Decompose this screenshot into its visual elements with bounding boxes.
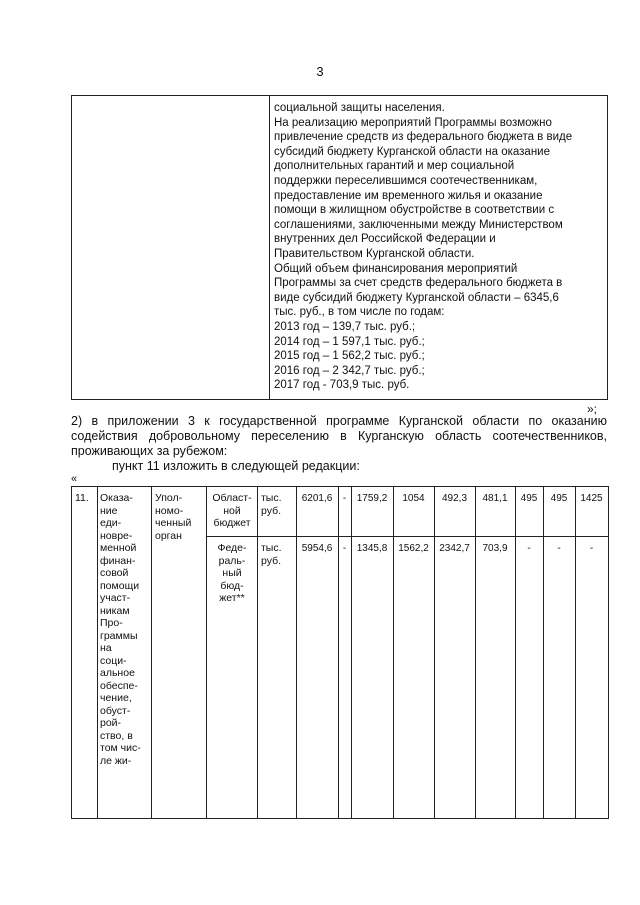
value-total: 6201,6 — [301, 493, 333, 504]
text-line: Общий объем финансирования мероприятий — [274, 262, 518, 275]
text-line: социальной защиты населения. — [274, 102, 445, 114]
text-line: внутренних дел Российской Федерации и — [274, 233, 496, 246]
measure-line: рой- — [100, 717, 122, 729]
measure-line: обеспе- — [100, 679, 138, 692]
text-line: соглашениями, заключенными между Министерством — [274, 218, 563, 231]
text-line: 2014 год – 1 597,1 тыс. руб.; — [274, 335, 425, 348]
unit — [261, 542, 282, 567]
text-line: субсидий бюджету Курганской области на оказание — [274, 145, 550, 158]
text-line: 2015 год – 1 562,2 тыс. руб.; — [274, 350, 425, 363]
source-line: жет** — [219, 592, 245, 604]
measure-line: обуст- — [100, 704, 131, 717]
closing-quote: »; — [587, 402, 598, 416]
value-year: - — [527, 543, 531, 554]
executor-line: орган — [155, 529, 182, 542]
source-line: бюджет — [213, 517, 251, 529]
unit-line: руб. — [261, 554, 282, 567]
text-line: виде субсидий бюджету Курганской области – 6345,6 — [274, 291, 559, 304]
measure-line: никам — [100, 604, 130, 617]
program-info-table — [71, 95, 608, 400]
measure-line: еди- — [100, 517, 122, 529]
value-year: 1759,2 — [356, 493, 388, 504]
measure-line: помощи — [100, 579, 140, 592]
measure-line: Про- — [100, 617, 123, 629]
value-year: - — [342, 543, 347, 554]
executor-line: ченный — [155, 517, 192, 529]
source-line: ный — [222, 567, 242, 579]
text-line: На реализацию мероприятий Программы возможно — [274, 116, 552, 129]
executor-line: Упол- — [155, 492, 183, 504]
executor-line: номо- — [155, 504, 184, 517]
value-year: 492,3 — [441, 493, 468, 504]
measure-line: альное — [100, 667, 135, 679]
measure-line: Оказа- — [100, 492, 133, 504]
measure-line: чение, — [100, 692, 132, 704]
page-number: 3 — [316, 64, 324, 79]
unit-line: руб. — [261, 504, 282, 517]
column-divider — [269, 96, 270, 399]
value-year: 1562,2 — [398, 543, 429, 554]
value-year: 2342,7 — [439, 543, 470, 554]
value-year: 703,9 — [482, 543, 508, 554]
text-line: помощи в жилищном обустройстве в соответствии с — [274, 204, 555, 217]
funding-source — [207, 492, 257, 530]
row-number: 11. — [75, 492, 89, 504]
measure-description — [100, 492, 150, 767]
text-line: 2016 год – 2 342,7 тыс. руб.; — [274, 364, 425, 377]
paragraph-line-3: проживающих за рубежом: — [71, 444, 228, 458]
measure-line: финан- — [100, 554, 136, 567]
source-line: бюд- — [220, 579, 244, 592]
measure-line: ние — [100, 504, 118, 517]
text-line: Правительством Курганской области. — [274, 247, 475, 260]
row-divider — [206, 536, 608, 537]
funding-row-table — [71, 486, 609, 819]
measure-line: том чис- — [100, 742, 141, 754]
value-year: - — [342, 493, 347, 504]
measure-line: соци- — [100, 654, 127, 667]
source-line: раль- — [218, 554, 246, 567]
value-year: 1425 — [580, 493, 603, 504]
column-divider — [97, 487, 98, 818]
paragraph-line-1: 2) в приложении 3 к государственной программе Курганской области по оказанию — [71, 414, 607, 428]
measure-line: ство, в — [100, 729, 133, 742]
value-year: 1345,8 — [356, 543, 388, 554]
text-line: поддержки переселившимся соотечественникам, — [274, 174, 538, 187]
unit — [261, 492, 282, 517]
source-line: Феде- — [217, 542, 247, 554]
column-divider — [151, 487, 152, 818]
measure-line: новре- — [100, 529, 133, 542]
text-line: дополнительных гарантий и мер социальной — [274, 160, 515, 173]
executor — [155, 492, 205, 542]
source-line: ной — [223, 504, 241, 517]
value-year: 1054 — [402, 493, 425, 504]
measure-line: граммы — [100, 629, 138, 642]
measure-line: участ- — [100, 592, 131, 604]
funding-source — [207, 542, 257, 605]
value-year: 495 — [550, 493, 568, 504]
text-line: привлечение средств из федерального бюджета в виде — [274, 131, 573, 144]
text-line: 2017 год - 703,9 тыс. руб. — [274, 379, 410, 392]
measure-line: ле жи- — [100, 754, 132, 767]
value-year: - — [589, 543, 594, 554]
text-line: предоставление им временного жилья и оказание — [274, 189, 543, 202]
value-year: 495 — [520, 493, 538, 504]
program-info-text — [274, 101, 604, 393]
paragraph-line-4: пункт 11 изложить в следующей редакции: — [112, 459, 360, 473]
unit-line: тыс. — [261, 542, 282, 554]
text-line: тыс. руб., в том числе по годам: — [274, 306, 445, 319]
value-year: 481,1 — [482, 493, 508, 504]
value-total: 5954,6 — [301, 543, 333, 554]
value-year: - — [557, 543, 561, 554]
unit-line: тыс. — [261, 492, 282, 504]
opening-quote: « — [71, 473, 78, 485]
measure-line: менной — [100, 542, 137, 554]
measure-line: на — [100, 642, 112, 654]
text-line: 2013 год – 139,7 тыс. руб.; — [274, 320, 416, 333]
text-line: Программы за счет средств федерального бюджета в — [274, 277, 563, 290]
source-line: Област- — [212, 492, 252, 504]
measure-line: совой — [100, 567, 129, 579]
paragraph-line-2: содействия добровольному переселению в Курганскую область соотечественников, — [71, 429, 607, 443]
